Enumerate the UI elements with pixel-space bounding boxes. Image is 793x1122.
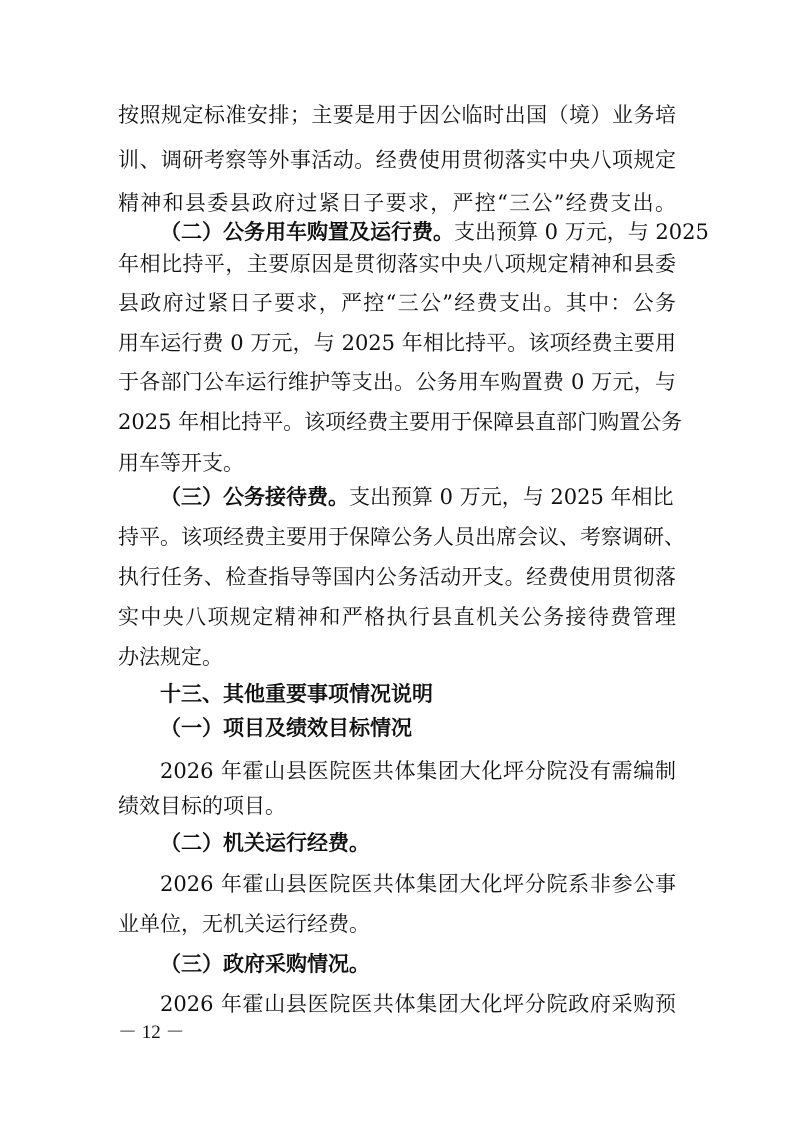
paragraph-line: 精神和县委县政府过紧日子要求，严控“三公”经费支出。 <box>118 191 676 215</box>
paragraph-line: 2026 年霍山县医院医共体集团大化坪分院系非参公事 <box>160 872 676 896</box>
section-heading-reception: （三）公务接待费。 <box>160 485 349 509</box>
paragraph-line: 按照规定标准安排；主要是用于因公临时出国（境）业务培 <box>118 103 676 127</box>
paragraph-line: 训、调研考察等外事活动。经费使用贯彻落实中央八项规定 <box>118 148 676 172</box>
paragraph-line: 办法规定。 <box>118 645 223 669</box>
paragraph-line: 2025 年相比持平。该项经费主要用于保障县直部门购置公务 <box>118 410 683 434</box>
paragraph-line: 实中央八项规定精神和严格执行县直机关公务接待费管理 <box>118 605 676 629</box>
paragraph-line: 用车运行费 0 万元，与 2025 年相比持平。该项经费主要用 <box>118 331 676 355</box>
paragraph-text: 支出预算 0 万元，与 2025 年相比 <box>349 485 674 509</box>
section-title: 十三、其他重要事项情况说明 <box>160 682 433 706</box>
paragraph-text: 支出预算 0 万元，与 2025 <box>454 220 709 244</box>
paragraph-line: 执行任务、检查指导等国内公务活动开支。经费使用贯彻落 <box>118 565 676 589</box>
section-heading-vehicle: （二）公务用车购置及运行费。 <box>160 220 454 244</box>
subsection-heading-operating-expenses: （二）机关运行经费。 <box>160 831 370 855</box>
paragraph-line: 2026 年霍山县医院医共体集团大化坪分院政府采购预 <box>160 992 676 1016</box>
paragraph-line: 县政府过紧日子要求，严控“三公”经费支出。其中：公务 <box>118 291 676 315</box>
paragraph-line: 绩效目标的项目。 <box>118 794 286 818</box>
paragraph-line: 年相比持平，主要原因是贯彻落实中央八项规定精神和县委 <box>118 252 676 276</box>
paragraph-first-line <box>160 218 709 246</box>
subsection-heading-procurement: （三）政府采购情况。 <box>160 952 370 976</box>
paragraph-line: 于各部门公车运行维护等支出。公务用车购置费 0 万元，与 <box>118 370 676 394</box>
paragraph-first-line <box>160 483 676 511</box>
page-number: － 12 － <box>118 1022 185 1043</box>
subsection-heading-performance: （一）项目及绩效目标情况 <box>160 716 412 740</box>
paragraph-line: 业单位，无机关运行经费。 <box>118 912 370 936</box>
paragraph-line: 用车等开支。 <box>118 451 244 475</box>
paragraph-line: 持平。该项经费主要用于保障公务人员出席会议、考察调研、 <box>118 525 685 549</box>
paragraph-line: 2026 年霍山县医院医共体集团大化坪分院没有需编制 <box>160 759 676 783</box>
